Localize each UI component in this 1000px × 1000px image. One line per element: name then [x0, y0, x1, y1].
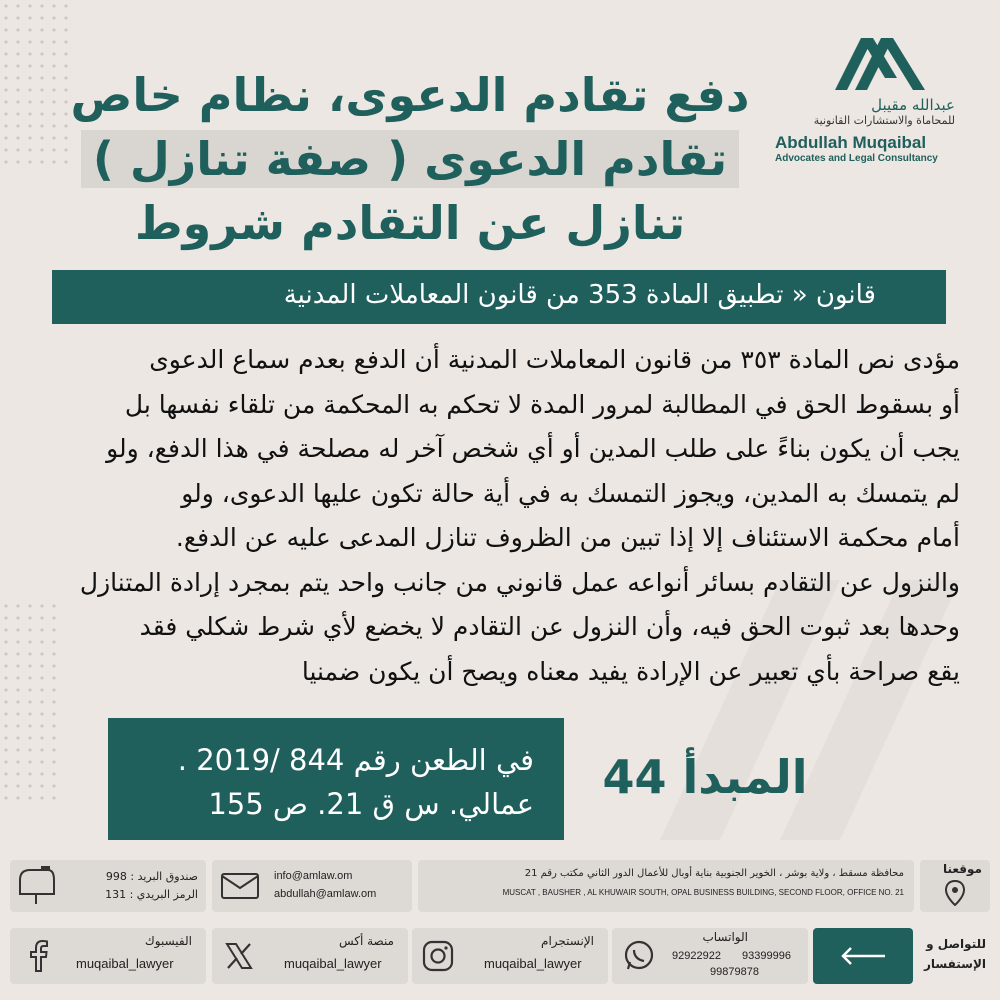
instagram-icon	[422, 940, 454, 972]
whatsapp-number[interactable]: 92922922	[672, 950, 721, 962]
case-reference-box	[108, 718, 564, 840]
principle-number: المبدأ 44	[602, 750, 808, 804]
email-abdullah[interactable]: abdullah@amlaw.om	[274, 888, 377, 900]
x-label: منصة أكس	[338, 934, 394, 948]
body-line: وحدها بعد ثبوت الحق فيه، وأن النزول عن التقادم لا يخضع لأي شرط شكلي فقد	[139, 612, 960, 641]
pobox-card	[10, 860, 206, 912]
title-line-2	[60, 132, 760, 186]
logo-mark-icon	[835, 38, 925, 90]
x-handle[interactable]: muqaibal_lawyer	[284, 956, 382, 971]
email-icon	[220, 870, 260, 902]
contact-cta-label: للتواصل و الإستفسار	[923, 937, 986, 971]
facebook-label: الفيسبوك	[144, 934, 192, 948]
facebook-handle[interactable]: muqaibal_lawyer	[76, 956, 174, 971]
pobox-line-2: الرمز البريدي : 131	[105, 888, 198, 901]
facebook-card[interactable]	[10, 928, 206, 984]
location-card	[920, 860, 990, 912]
x-icon	[224, 941, 254, 971]
case-line-1: في الطعن رقم 844 /2019 .	[177, 743, 534, 777]
body-line: مؤدى نص المادة ٣٥٣ من قانون المعاملات المدنية أن الدفع بعدم سماع الدعوى	[149, 345, 960, 374]
address-arabic: محافظة مسقط ، ولاية بوشر ، الخوير الجنوبية بناية أوبال للأعمال الدور الثاني مكتب رقم 21	[524, 868, 904, 879]
body-line: يقع صراحة بأي تعبير عن الإرادة يفيد معناه ويصح أن يكون ضمنيا	[301, 656, 960, 686]
instagram-card[interactable]	[412, 928, 608, 984]
contact-arrow-button[interactable]	[813, 928, 913, 984]
whatsapp-label: الواتساب	[702, 930, 748, 944]
law-article-banner: قانون « تطبيق المادة 353 من قانون المعاملات المدنية	[52, 270, 946, 324]
instagram-label: الإنستجرام	[541, 934, 594, 948]
instagram-handle[interactable]: muqaibal_lawyer	[484, 956, 582, 971]
location-pin-icon	[945, 880, 965, 906]
whatsapp-icon	[622, 939, 656, 973]
logo-arabic-name: عبدالله مقيبل	[871, 96, 955, 114]
address-english: MUSCAT , BAUSHER , AL KHUWAIR SOUTH, OPAL BUSINESS BUILDING, SECOND FLOOR, OFFICE NO. 21	[502, 888, 904, 897]
arrow-left-icon	[839, 946, 887, 966]
body-paragraph	[40, 338, 960, 694]
pobox-line-1: صندوق البريد : 998	[105, 870, 198, 883]
title-line-2-text: تقادم الدعوى ( صفة تنازل )	[81, 130, 739, 188]
mailbox-icon	[16, 866, 58, 906]
logo-english-subtitle: Advocates and Legal Consultancy	[775, 153, 938, 164]
body-line: أو بسقوط الحق في المطالبة لمرور المدة لا تحكم به المحكمة من تلقاء نفسها بل	[124, 389, 960, 419]
facebook-icon	[28, 940, 48, 972]
logo-arabic-subtitle: للمحاماة والاستشارات القانونية	[813, 114, 955, 127]
body-line: أمام محكمة الاستئناف إلا إذا تبين من الظروف تنازل المدعى عليه عن الدفع.	[175, 523, 960, 552]
x-card[interactable]	[212, 928, 408, 984]
case-line-2: عمالي. س ق 21. ص 155	[208, 787, 534, 821]
body-line: والنزول عن التقادم بسائر أنواعه عمل قانوني من جانب واحد يتم بمجرد إرادة المتنازل	[79, 567, 960, 597]
title-line-3: تنازل عن التقادم شروط	[134, 196, 686, 250]
logo-english-name: Abdullah Muqaibal	[775, 133, 927, 152]
email-info[interactable]: info@amlaw.om	[274, 870, 353, 882]
body-line: يجب أن يكون بناءً على طلب المدين أو أي شخص آخر له مصلحة في هذا الدفع، ولو	[106, 434, 960, 463]
whatsapp-card[interactable]	[612, 928, 808, 984]
whatsapp-number[interactable]: 93399996	[742, 950, 791, 962]
body-line: لم يتمسك به المدين، ويجوز التمسك به في أية حالة تكون عليها الدعوى، ولو	[181, 478, 960, 508]
location-label: موقعنا	[943, 862, 982, 876]
firm-logo	[775, 38, 955, 164]
address-card	[418, 860, 914, 912]
title-line-1: دفع تقادم الدعوى، نظام خاص	[70, 68, 750, 122]
contact-cta-label-card	[920, 928, 990, 984]
email-card[interactable]	[212, 860, 412, 912]
whatsapp-number[interactable]: 99879878	[710, 966, 759, 978]
